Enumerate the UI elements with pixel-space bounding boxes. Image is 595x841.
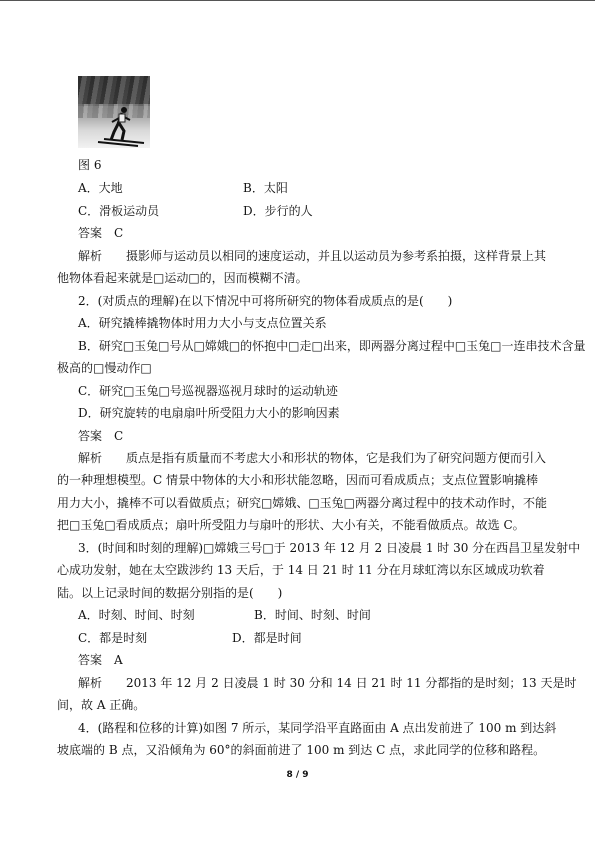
page-number: 8 / 9: [286, 770, 309, 780]
q3-option-a: A．时刻、时间、时刻: [78, 608, 195, 622]
q2-analysis-line-4: 把□玉兔□看成质点；扇叶所受阻力与扇叶的形状、大小有关，不能看做质点。故选 C。: [57, 518, 525, 532]
q2-analysis-line-3: 用力大小，撬棒不可以看做质点；研究□嫦娥、□玉兔□两器分离过程中的技术动作时，不能: [57, 496, 548, 510]
q1-option-a: A．大地: [78, 181, 123, 195]
q3-answer: 答案 A: [78, 653, 123, 667]
top-rule: [0, 0, 595, 1]
skier-figure: [78, 76, 150, 148]
skier-photo: [78, 76, 150, 148]
q2-option-a: A．研究撬棒撬物体时用力大小与支点位置关系: [78, 316, 327, 330]
q2-option-b-line-1: B．研究□玉兔□号从□嫦娥□的怀抱中□走□出来，即两器分离过程中□玉兔□一连串技术含量: [78, 339, 586, 353]
q1-option-c: C．滑板运动员: [78, 204, 160, 218]
q3-analysis-line-1: 解析 2013 年 12 月 2 日凌晨 1 时 30 分和 14 日 21 时 11 分都指的是时刻；13 天是时: [78, 676, 577, 690]
q3-stem-line-3: 陆。以上记录时间的数据分别指的是( ): [57, 586, 283, 600]
q2-option-b-line-2: 极高的□慢动作□: [57, 361, 152, 375]
q1-answer: 答案 C: [78, 226, 124, 240]
q3-stem-line-2: 心成功发射，她在太空跋涉约 13 天后，于 14 日 21 时 11 分在月球虹湾以东区域成功软着: [57, 563, 545, 577]
figure-caption: 图 6: [78, 158, 102, 172]
q3-analysis-line-2: 间，故 A 正确。: [57, 698, 146, 712]
q2-answer: 答案 C: [78, 429, 124, 443]
q4-stem-line-1: 4．(路程和位移的计算)如图 7 所示，某同学沿平直路面由 A 点出发前进了 100 m 到达斜: [78, 721, 557, 735]
q3-option-c: C．都是时刻: [78, 631, 148, 645]
q3-option-b: B．时间、时刻、时间: [254, 608, 371, 622]
q2-analysis-line-2: 的一种理想模型。C 情景中物体的大小和形状能忽略，因而可看成质点；支点位置影响撬棒: [57, 473, 538, 487]
q1-option-d: D．步行的人: [243, 204, 313, 218]
q3-option-d: D．都是时间: [232, 631, 302, 645]
q2-analysis-line-1: 解析 质点是指有质量而不考虑大小和形状的物体，它是我们为了研究问题方便而引入: [78, 451, 547, 465]
q3-stem-line-1: 3．(时间和时刻的理解)□嫦娥三号□于 2013 年 12 月 2 日凌晨 1 时 30 分在西昌卫星发射中: [78, 541, 581, 555]
q1-analysis-line-1: 解析 摄影师与运动员以相同的速度运动，并且以运动员为参考系拍摄，这样背景上其: [78, 249, 547, 263]
q2-option-c: C．研究□玉兔□号巡视器巡视月球时的运动轨迹: [78, 384, 338, 398]
q2-stem: 2．(对质点的理解)在以下情况中可将所研究的物体看成质点的是( ): [78, 294, 453, 308]
q4-stem-line-2: 坡底端的 B 点，又沿倾角为 60°的斜面前进了 100 m 到达 C 点，求此同学的位移和路程。: [57, 743, 546, 757]
q1-analysis-line-2: 他物体看起来就是□运动□的，因而模糊不清。: [57, 271, 308, 285]
q2-option-d: D．研究旋转的电扇扇叶所受阻力大小的影响因素: [78, 406, 340, 420]
q1-option-b: B．太阳: [243, 181, 288, 195]
